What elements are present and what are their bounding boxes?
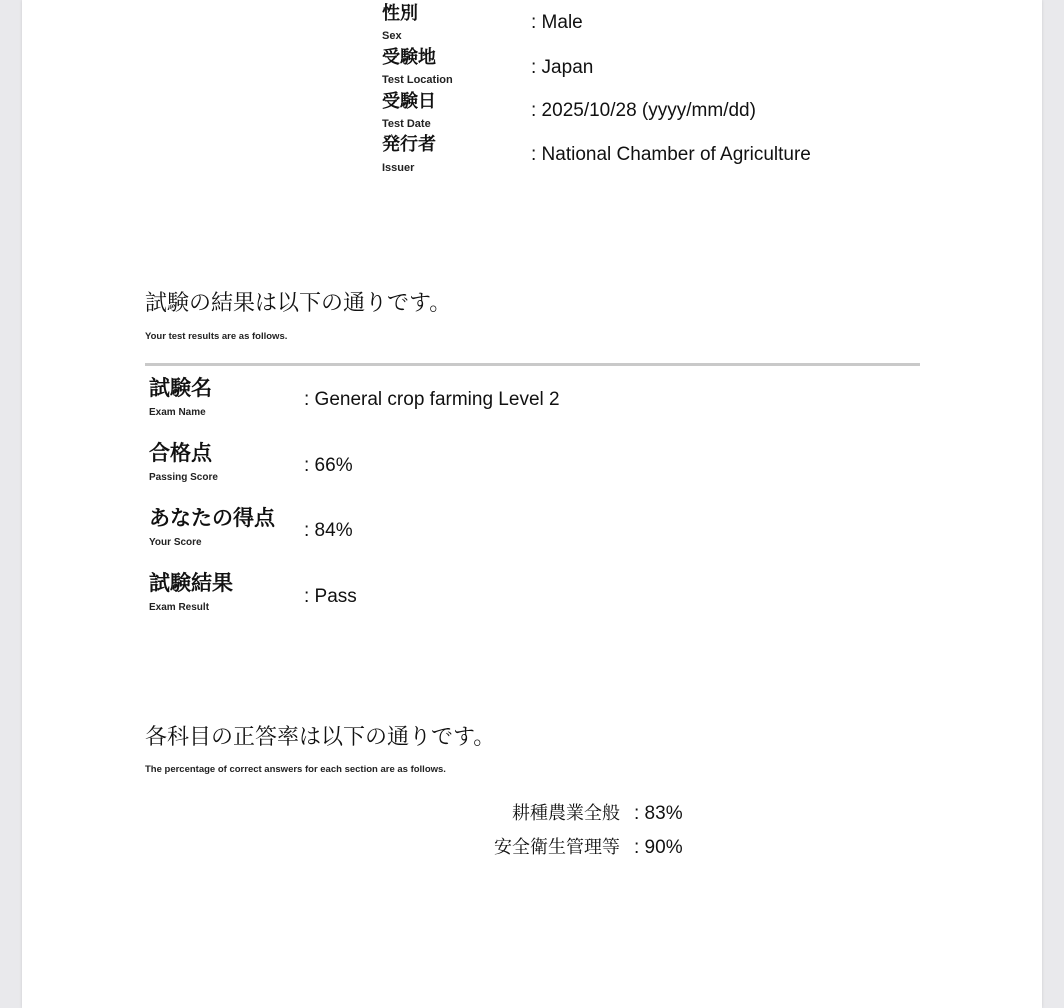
test-location-value: : Japan [531, 57, 594, 78]
sex-value: : Male [531, 12, 583, 33]
results-divider [145, 363, 920, 366]
test-date-value: : 2025/10/28 (yyyy/mm/dd) [531, 100, 756, 121]
exam-result-label-jp: 試験結果 [149, 571, 233, 595]
test-date-label-jp: 受験日 [382, 91, 436, 112]
exam-name-label-en: Exam Name [149, 407, 206, 418]
sections-heading-en: The percentage of correct answers for each section are as follows. [145, 764, 446, 775]
passing-score-label-en: Passing Score [149, 472, 218, 483]
passing-score-value: : 66% [304, 455, 353, 476]
test-location-label-jp: 受験地 [382, 47, 436, 68]
exam-name-label-jp: 試験名 [149, 376, 212, 400]
results-heading-jp: 試験の結果は以下の通りです。 [145, 291, 452, 316]
section-value: : 90% [634, 837, 683, 858]
exam-result-value: : Pass [304, 586, 357, 607]
exam-result-label-en: Exam Result [149, 602, 210, 613]
section-value: : 83% [634, 803, 683, 824]
issuer-label-jp: 発行者 [382, 134, 436, 155]
section-name: 安全衛生管理等 [494, 837, 620, 858]
test-date-label-en: Test Date [382, 118, 431, 130]
your-score-label-en: Your Score [149, 537, 202, 548]
exam-name-value: : General crop farming Level 2 [304, 389, 560, 410]
sections-heading-jp: 各科目の正答率は以下の通りです。 [145, 725, 496, 750]
your-score-label-jp: あなたの得点 [149, 506, 275, 530]
document-page [22, 0, 1042, 1008]
issuer-label-en: Issuer [382, 162, 415, 174]
sex-label-en: Sex [382, 30, 402, 42]
passing-score-label-jp: 合格点 [149, 441, 212, 465]
section-name: 耕種農業全般 [512, 803, 620, 824]
test-location-label-en: Test Location [382, 74, 453, 86]
issuer-value: : National Chamber of Agriculture [531, 144, 811, 165]
sex-label-jp: 性別 [382, 3, 418, 24]
results-heading-en: Your test results are as follows. [145, 331, 288, 342]
your-score-value: : 84% [304, 520, 353, 541]
